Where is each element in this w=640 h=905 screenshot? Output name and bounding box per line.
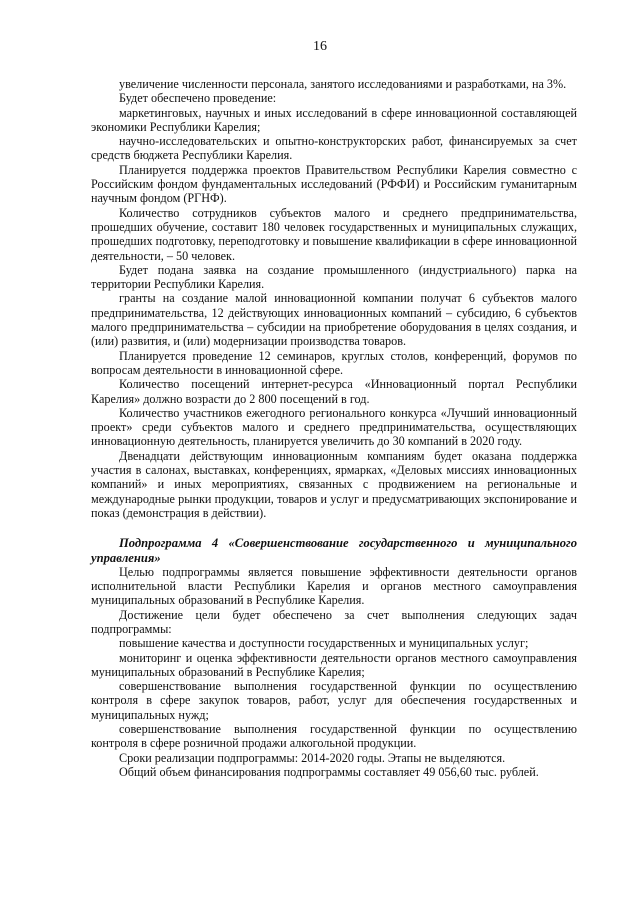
paragraph: совершенствование выполнения государственной функции по осуществлению контроля в сфере розничной продажи алкогольной продукции. <box>91 722 577 751</box>
paragraph: маркетинговых, научных и иных исследований в сфере инновационной составляющей экономики Республики Карелия; <box>91 105 577 134</box>
paragraph: совершенствование выполнения государственной функции по осуществлению контроля в сфере закупок товаров, работ, услуг для обеспечения государственных и муниципальных нужд; <box>91 679 577 722</box>
paragraph: повышение качества и доступности государственных и муниципальных услуг; <box>119 636 529 651</box>
paragraph: Планируется проведение 12 семинаров, круглых столов, конференций, форумов по вопросам деятельности в инновационной сфере. <box>91 348 577 377</box>
paragraph: Будет подана заявка на создание промышленного (индустриального) парка на территории Республики Карелия. <box>91 262 577 292</box>
paragraph: Количество участников ежегодного регионального конкурса «Лучший инновационный проект» среди субъектов малого и среднего предпринимательства, осуществляющих инновационную деятельность, планируется увеличить до 30 компаний в 2020 году. <box>91 405 577 449</box>
paragraph: увеличение численности персонала, занятого исследованиями и разработками, на 3%. <box>119 77 567 91</box>
paragraph: Достижение цели будет обеспечено за счет выполнения следующих задач подпрограммы: <box>91 607 577 636</box>
section-subprogram-4 <box>91 565 577 779</box>
paragraph: Целью подпрограммы является повышение эффективности деятельности органов исполнительной власти Республики Карелия и органов местного самоуправления муниципальных образований в Республике Карелия. <box>91 564 577 608</box>
paragraph: Количество сотрудников субъектов малого и среднего предпринимательства, прошедших обучение, составит 180 человек государственных и муниципальных служащих, прошедших подготовку, переподготовку и повышение квалификации в сфере инновационной деятельности, – 50 человек. <box>91 205 577 263</box>
paragraph: Количество посещений интернет-ресурса «Инновационный портал Республики Карелия» должно возрасти до 2 800 посещений в год. <box>91 377 577 406</box>
paragraph: Общий объем финансирования подпрограммы составляет 49 056,60 тыс. рублей. <box>119 764 539 779</box>
subprogram-heading: Подпрограмма 4 «Совершенствование государственного и муниципального управления» <box>91 536 577 565</box>
document-body <box>91 77 577 779</box>
section-innovation-results <box>91 77 577 520</box>
paragraph: Сроки реализации подпрограммы: 2014-2020 годы. Этапы не выделяются. <box>119 750 506 765</box>
paragraph: мониторинг и оценка эффективности деятельности органов местного самоуправления муниципальных образований в Республике Карелия; <box>91 650 577 679</box>
paragraph: Планируется поддержка проектов Правительством Республики Карелия совместно с Российским фондом фундаментальных исследований (РФФИ) и Российским гуманитарным научным фондом (РГНФ). <box>91 162 577 206</box>
page-number: 16 <box>313 39 327 54</box>
paragraph: гранты на создание малой инновационной компании получат 6 субъектов малого предпринимательства, 12 действующих инновационных компаний – субсидию, 6 субъектов малого предпринимательства – субсидии на приобретение оборудования в целях создания, и (или) развития, и (или) модернизации производства товаров. <box>91 291 577 349</box>
paragraph: научно-исследовательских и опытно-конструкторских работ, финансируемых за счет средств бюджета Республики Карелия. <box>91 134 577 163</box>
paragraph: Будет обеспечено проведение: <box>119 91 277 106</box>
paragraph: Двенадцати действующим инновационным компаниям будет оказана поддержка участия в салонах, выставках, конференциях, ярмарках, «Деловых миссиях инновационных компаний» и иных мероприятиях, связанных с продвижением на региональные и международные рынки продукции, товаров и услуг и предусматривающих экспонирование и показ (демонстрация в действии). <box>91 448 577 520</box>
